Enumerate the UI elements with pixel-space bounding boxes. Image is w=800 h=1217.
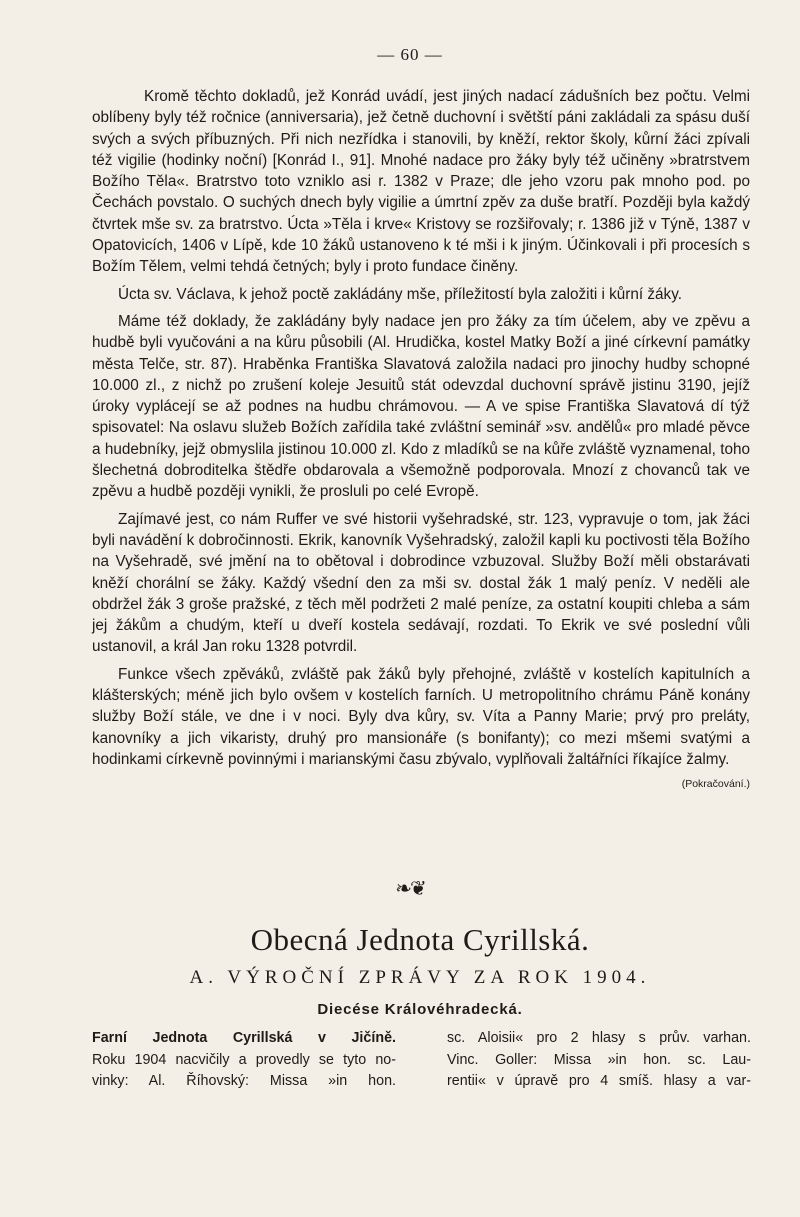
section-subheading: A. VÝROČNÍ ZPRÁVY ZA ROK 1904. (189, 967, 651, 988)
paragraph-3: Máme též doklady, že zakládány byly nadace jen pro žáky za tím účelem, aby ve zpěvu a hudbě byli vyučováni a na kůru působili (Al. Hrudička, kostel Matky Boží a jiné církevní památky města Telče, str. 87). Hraběnka Františka Slavatová založila nadaci pro jinochy hudby schopné 10.000 zl., z nichž po zrušení koleje Jesuitů stát odevzdal duchovní správě jistinu 3190, jejíž úroky vyplácejí se až podnes na hudbu chrámovou. — A ve spise Františka Slavatová dí týž spisovatel: Na oslavu služeb Božích zařídila také zvláštní seminář »sv. andělů« pro mladé pěvce a hudebníky, jejž obmyslila jistinou 10.000 zl. Kdo z mladíků se na kůře zvláště vyznamenal, toho šlechetná dobroditelka štědře obdarovala a všemožně podporovala. Mnozí z chovanců tak ve zpěvu a hudbě později vynikli, že prosluli po celé Evropě. (92, 312, 750, 501)
report-line: Vinc. Goller: Missa »in hon. sc. Lau- (447, 1051, 751, 1068)
report-column-left (92, 1028, 396, 1093)
paragraph-2: Úcta sv. Václava, k jehož poctě zakládány mše, příležitostí byla založiti i kůrní žáky. (118, 285, 682, 303)
paragraph-5 (92, 664, 750, 791)
paragraph-1: Kromě těchto dokladů, jež Konrád uvádí, jest jiných nadací zádušních bez počtu. Velmi oblíbeny byly též ročnice (anniversaria), jež četně duchovní i světští páni zakládali za spásu duší svých a svých příbuzných. Při nich nezřídka i stanovili, by kněží, rektor školy, kůrní žáci zpívali též vigilie (hodinky noční) [Konrád I., 91]. Mnohé nadace pro žáky byly též učiněny »bratrstvem Božího Těla«. Bratrstvo toto vzniklo asi r. 1382 v Praze; dle jeho vzoru pak mnoho pod. po Čechách povstalo. O suchých dnech byly vigilie a úmrtní zpěv za duše bratří. Později byla každý čtvrtek mše sv. za bratrstvo. Úcta »Těla i krve« Kristovy se rozšiřovaly; r. 1386 již v Týně, 1387 v Opatovicích, 1406 v Lípě, kde 10 žáků ustanoveno k té mši i k jiným. Účinkovali i při procesích s Božím Tělem, velmi tehdá četných; byly i proto fundace činěny. (92, 88, 750, 276)
paragraph-5-text: Funkce všech zpěváků, zvláště pak žáků byly přehojné, zvláště v kostelích kapitulních a klášterských; méně jich bylo ovšem v kostelích farních. U metropolitního chrámu Páně konány služby Boží stále, ve dne i v noci. Byly dva kůry, sv. Víta a Panny Marie; prvý pro preláty, kanovníky a jich vikaristy, druhý pro mansionáře (s bonifanty); co mezi mšemi svatými a hodinkami církevně povinnými i marianskými času zbývalo, vyplňovali žaltářníci říkajíce žalmy. (92, 665, 750, 768)
continued-note: (Pokračování.) (681, 778, 750, 791)
article-body (92, 86, 750, 796)
report-line: sc. Aloisii« pro 2 hlasy s prův. varhan. (447, 1030, 751, 1046)
report-column-right (447, 1028, 751, 1093)
diocese-title: Diecése Královéhradecká. (317, 1001, 523, 1018)
report-title (92, 1028, 396, 1050)
section-heading: Obecná Jednota Cyrillská. (250, 922, 590, 957)
ornament-icon: ❧❦ (395, 878, 425, 900)
paragraph-4: Zajímavé jest, co nám Ruffer ve své historii vyšehradské, str. 123, vypravuje o tom, jak žáci byli navádění k dobročinnosti. Ekrik, kanovník Vyšehradský, založil kapli ku poctivosti těla Božího na Vyšehradě, své jmění na to obětoval i dobrodince vzbuzoval. Služby Boží měli obstarávati kněží chorální se žáky. Každý všední den za mši sv. dostal žák 1 malý peníz. V neděli ale obdržel žák 3 groše pražské, z těch měl podržeti 2 malé peníze, za ostatní koupiti chleba a sám jej žákům a chudým, kteří u dveří kostela sedávají, rozdati. To Ekrik ve své poslední vůli ustanovil, a král Jan roku 1328 potvrdil. (92, 510, 750, 656)
report-line: rentii« v úpravě pro 4 smíš. hlasy a var- (447, 1073, 751, 1089)
report-line: vinky: Al. Říhovský: Missa »in hon. (92, 1073, 396, 1089)
report-line: Roku 1904 nacvičily a provedly se tyto no- (92, 1051, 396, 1068)
page-number: — 60 — (377, 45, 443, 64)
report-title-text: Farní Jednota Cyrillská v Jičíně. (92, 1030, 396, 1046)
